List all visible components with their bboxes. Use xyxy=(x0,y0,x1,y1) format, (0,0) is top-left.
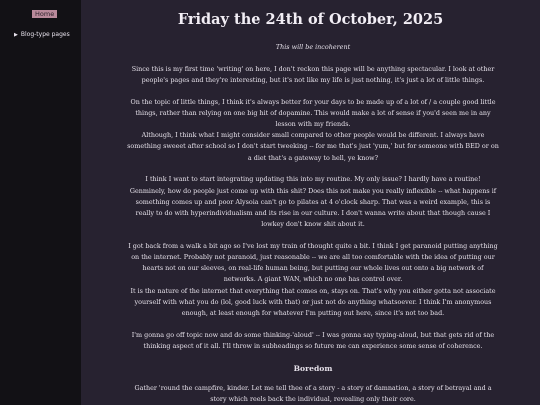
page-title: Friday the 24th of October, 2025 xyxy=(177,11,444,28)
paragraph-part: Although, I think what I might consider small compared to other people would be different. I always have something sweeet after school so I don't start tweeking -- for me that's just 'yum,' but for someone with BED or on a diet that's a gateway to hell, ye know? xyxy=(127,131,499,162)
paragraph: Since this is my first time 'writing' on here, I don't reckon this page will be anything spectacular. I look at other people's pages and they're interesting, but it's not like my life is just nothing, it's just a lot of little things. xyxy=(131,64,495,84)
triangle-right-icon: ▶ xyxy=(14,32,18,38)
paragraph: Gather 'round the campfire, kinder. Let me tell thee of a story - a story of damnation, a story of betrayal and a story which reels back the individual, revealing only their core. xyxy=(134,383,492,403)
paragraph-part: I got back from a walk a bit ago so I've lost my train of thought quite a bit. I think I get paranoid putting anything on the internet. Probably not paranoid, just reasonable -- we are all too comfortable with the idea of putting our hearts not on our sleeves, on real-life human being, but putting our whole lives out onto a big network of networks. A giant WAN, which no one has control over. xyxy=(128,241,498,284)
post-subtitle: This will be incoherent xyxy=(275,43,351,51)
paragraph-part: Genminely, how do people just come up with this shit? Does this not make you really inflexible -- what happens if something comes up and poor Alysoia can't go to pilates at 4 o'clock sharp. That was a weird example, this is really to do with hyperindividualism and its rise in our culture. I don't wanna write about that though cause I lowkey don't know shit about it. xyxy=(129,186,497,229)
paragraph: I'm gonna go off topic now and do some thinking-'aloud' -- I was gonna say typing-aloud, but that gets rid of the thinking aspect of it all. I'll throw in subheadings so future me can experience some sense of coherence. xyxy=(131,330,495,350)
paragraph-part: On the topic of little things, I think it's always better for your days to be made up of a lot of / a couple good little things, rather than relying on one big hit of dopamine. This would make a lot of sense if you'd seen me in any lesson with my friends. xyxy=(130,97,496,129)
section-heading: Boredom xyxy=(293,363,333,373)
main-content xyxy=(81,0,540,405)
sidebar-item-label: Blog-type pages xyxy=(20,31,70,38)
paragraph xyxy=(127,97,499,164)
post-body xyxy=(127,42,499,405)
home-button[interactable]: Home xyxy=(32,10,57,18)
sidebar xyxy=(0,0,81,405)
paragraph xyxy=(127,241,499,319)
paragraph-part: I think I want to start integrating updating this into my routine. My only issue? I hardly have a routine! xyxy=(145,175,481,184)
sidebar-item-blog-type-pages[interactable] xyxy=(14,31,70,39)
paragraph xyxy=(127,174,499,230)
paragraph-part: It is the nature of the internet that everything that comes on, stays on. That's why you either gotta not associate yourself with what you do (lol, good luck with that) or just not do anything whatsoever. I think I'm anonymous enough, at least enough for whatever I'm putting out here, since it's not too bad. xyxy=(130,286,496,318)
